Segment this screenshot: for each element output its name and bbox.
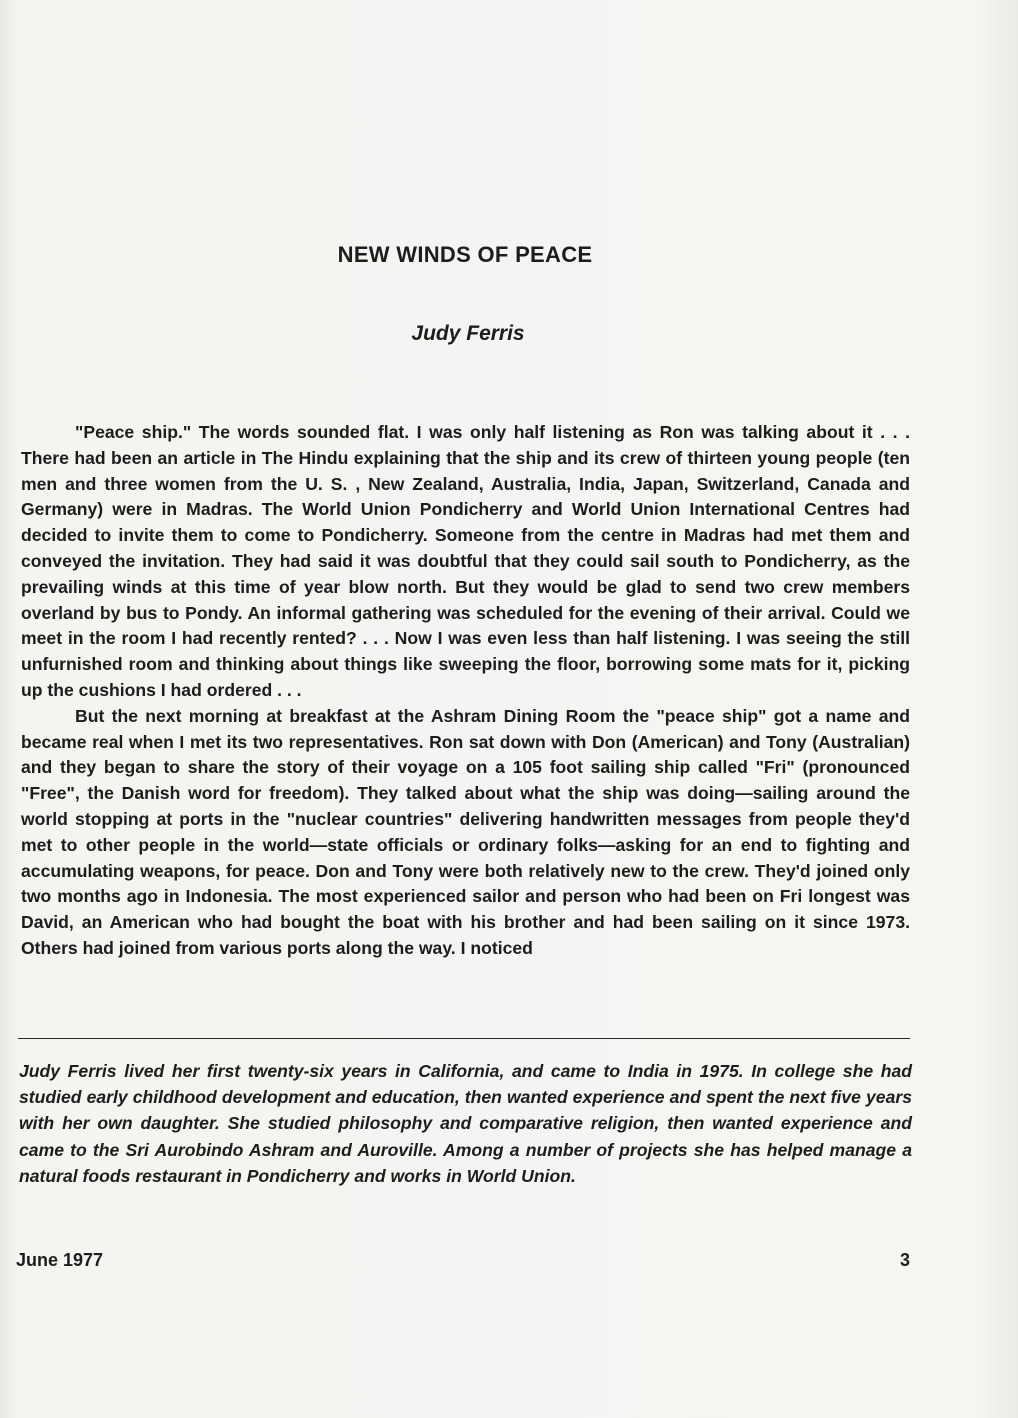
- article-title: NEW WINDS OF PEACE: [337, 242, 593, 267]
- footnote-divider: [18, 1038, 910, 1039]
- paragraph-1: "Peace ship." The words sounded flat. I was only half listening as Ron was talking about it . . . There had been an article in The Hindu explaining that the ship and its crew of thirteen young people (ten men and three women from the U. S. , New Zealand, Australia, India, Japan, Switzerland, Canada and Germany) were in Madras. The World Union Pondicherry and World Union International Centres had decided to invite them to come to Pondicherry. Someone from the centre in Madras had met them and conveyed the invitation. They had said it was doubtful that they could sail south to Pondicherry, as the prevailing winds at this time of year blow north. But they would be glad to send two crew members overland by bus to Pondy. An informal gathering was scheduled for the evening of their arrival. Could we meet in the room I had recently rented? . . . Now I was even less than half listening. I was seeing the still unfurnished room and thinking about things like sweeping the floor, borrowing some mats for it, picking up the cushions I had ordered . . .: [21, 422, 910, 700]
- paragraph-2: But the next morning at breakfast at the Ashram Dining Room the "peace ship" got a name and became real when I met its two representatives. Ron sat down with Don (American) and Tony (Australian) and they began to share the story of their voyage on a 105 foot sailing ship called "Fri" (pronounced "Free", the Danish word for freedom). They talked about what the ship was doing—sailing around the world stopping at ports in the "nuclear countries" delivering handwritten messages from people they'd met to other people in the world—state officials or ordinary folks—asking for an end to fighting and accumulating weapons, for peace. Don and Tony were both relatively new to the crew. They'd joined only two months ago in Indonesia. The most experienced sailor and person who had been on Fri longest was David, an American who had bought the boat with his brother and had been sailing on it since 1973. Others had joined from various ports along the way. I noticed: [21, 705, 910, 958]
- author-bio: Judy Ferris lived her first twenty-six years in California, and came to India in 1975. In college she had studied early childhood development and education, then wanted experience and spent the next five years with her own daughter. She studied philosophy and comparative religion, then wanted experience and came to the Sri Aurobindo Ashram and Auroville. Among a number of projects she has helped manage a natural foods restaurant in Pondicherry and works in World Union.: [19, 1061, 912, 1186]
- issue-date: June 1977: [16, 1250, 104, 1270]
- page-number: 3: [900, 1250, 911, 1270]
- article-author: Judy Ferris: [411, 322, 525, 345]
- article-body: [21, 420, 910, 962]
